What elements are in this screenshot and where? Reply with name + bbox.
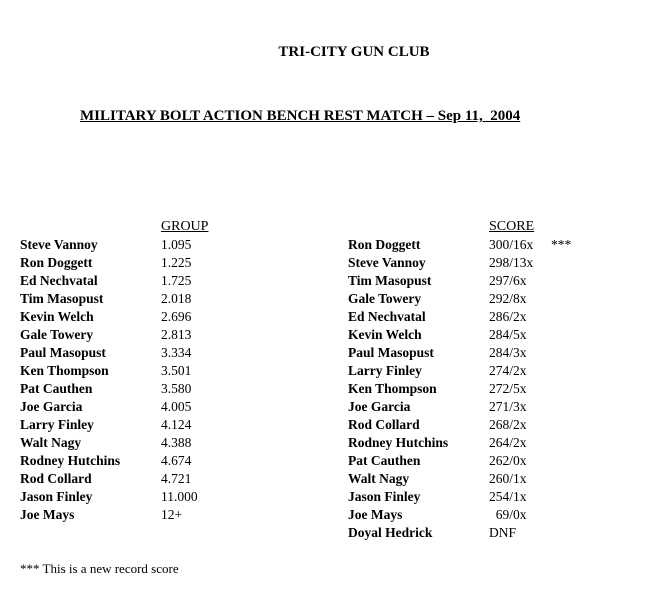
shooter-name: Ron Doggett — [20, 255, 93, 270]
shooter-name: Ed Nechvatal — [348, 309, 426, 324]
table-row — [348, 344, 638, 362]
group-size: 3.334 — [161, 345, 192, 360]
score-value: 297/6x — [489, 273, 527, 288]
group-size: 1.725 — [161, 273, 192, 288]
shooter-name: Kevin Welch — [348, 327, 422, 342]
record-marker: *** — [551, 237, 572, 252]
table-row — [348, 326, 638, 344]
club-title: TRI-CITY GUN CLUB — [278, 44, 430, 60]
table-row — [348, 506, 638, 524]
footnote: *** This is a new record score — [20, 561, 179, 576]
shooter-name: Jason Finley — [348, 489, 421, 504]
shooter-name: Tim Masopust — [348, 273, 432, 288]
score-value: 284/5x — [489, 327, 527, 342]
table-row — [348, 416, 638, 434]
score-value: 260/1x — [489, 471, 527, 486]
table-row — [348, 362, 638, 380]
shooter-name: Rod Collard — [20, 471, 92, 486]
table-row — [20, 506, 260, 524]
group-size: 1.225 — [161, 255, 192, 270]
group-size: 1.095 — [161, 237, 192, 252]
score-value: 292/8x — [489, 291, 527, 306]
table-row — [20, 254, 260, 272]
score-value: 264/2x — [489, 435, 527, 450]
shooter-name: Paul Masopust — [20, 345, 106, 360]
shooter-name: Joe Garcia — [348, 399, 411, 414]
shooter-name: Larry Finley — [348, 363, 422, 378]
score-value: 271/3x — [489, 399, 527, 414]
shooter-name: Rod Collard — [348, 417, 420, 432]
score-value: 69/0x — [489, 507, 527, 522]
group-size: 3.501 — [161, 363, 192, 378]
shooter-name: Walt Nagy — [20, 435, 82, 450]
table-row — [348, 452, 638, 470]
shooter-name: Ed Nechvatal — [20, 273, 98, 288]
shooter-name: Rodney Hutchins — [20, 453, 121, 468]
shooter-name: Joe Mays — [348, 507, 403, 522]
score-value: 262/0x — [489, 453, 527, 468]
group-size: 2.018 — [161, 291, 192, 306]
table-row — [20, 380, 260, 398]
match-title: MILITARY BOLT ACTION BENCH REST MATCH – Sep 11, 2004 — [80, 108, 521, 124]
table-row — [348, 308, 638, 326]
table-row — [20, 452, 260, 470]
shooter-name: Doyal Hedrick — [348, 525, 433, 540]
table-row — [348, 488, 638, 506]
table-row — [20, 398, 260, 416]
shooter-name: Larry Finley — [20, 417, 94, 432]
table-row — [20, 362, 260, 380]
group-size: 4.674 — [161, 453, 192, 468]
table-row — [20, 326, 260, 344]
group-size: 4.005 — [161, 399, 192, 414]
group-size: 4.124 — [161, 417, 192, 432]
shooter-name: Joe Mays — [20, 507, 75, 522]
shooter-name: Pat Cauthen — [20, 381, 93, 396]
table-row — [348, 524, 638, 542]
table-row — [348, 236, 638, 254]
score-value: 300/16x — [489, 237, 534, 252]
table-row — [348, 398, 638, 416]
shooter-name: Pat Cauthen — [348, 453, 421, 468]
group-results-table — [20, 236, 260, 524]
shooter-name: Steve Vannoy — [348, 255, 426, 270]
score-value: 274/2x — [489, 363, 527, 378]
shooter-name: Ron Doggett — [348, 237, 421, 252]
group-size: 4.721 — [161, 471, 192, 486]
shooter-name: Ken Thompson — [348, 381, 437, 396]
shooter-name: Ken Thompson — [20, 363, 109, 378]
score-value: 298/13x — [489, 255, 534, 270]
shooter-name: Kevin Welch — [20, 309, 94, 324]
table-row — [20, 236, 260, 254]
table-row — [20, 488, 260, 506]
group-size: 12+ — [161, 507, 183, 522]
shooter-name: Jason Finley — [20, 489, 93, 504]
group-size: 2.696 — [161, 309, 192, 324]
group-size: 4.388 — [161, 435, 192, 450]
score-value: DNF — [489, 525, 517, 540]
score-value: 286/2x — [489, 309, 527, 324]
table-row — [20, 290, 260, 308]
table-row — [348, 254, 638, 272]
group-size: 2.813 — [161, 327, 192, 342]
shooter-name: Rodney Hutchins — [348, 435, 449, 450]
table-row — [348, 434, 638, 452]
shooter-name: Paul Masopust — [348, 345, 434, 360]
table-row — [348, 272, 638, 290]
group-column-header: GROUP — [161, 219, 209, 234]
table-row — [20, 344, 260, 362]
score-column-header: SCORE — [489, 219, 535, 234]
table-row — [348, 380, 638, 398]
shooter-name: Joe Garcia — [20, 399, 83, 414]
group-size: 3.580 — [161, 381, 192, 396]
table-row — [20, 308, 260, 326]
table-row — [348, 290, 638, 308]
table-row — [20, 272, 260, 290]
table-row — [20, 434, 260, 452]
shooter-name: Steve Vannoy — [20, 237, 98, 252]
shooter-name: Tim Masopust — [20, 291, 104, 306]
table-row — [20, 416, 260, 434]
shooter-name: Gale Towery — [20, 327, 94, 342]
shooter-name: Gale Towery — [348, 291, 422, 306]
score-value: 272/5x — [489, 381, 527, 396]
group-size: 11.000 — [161, 489, 198, 504]
shooter-name: Walt Nagy — [348, 471, 410, 486]
table-row — [20, 470, 260, 488]
score-value: 268/2x — [489, 417, 527, 432]
score-value: 284/3x — [489, 345, 527, 360]
score-results-table — [348, 236, 638, 542]
table-row — [348, 470, 638, 488]
score-value: 254/1x — [489, 489, 527, 504]
